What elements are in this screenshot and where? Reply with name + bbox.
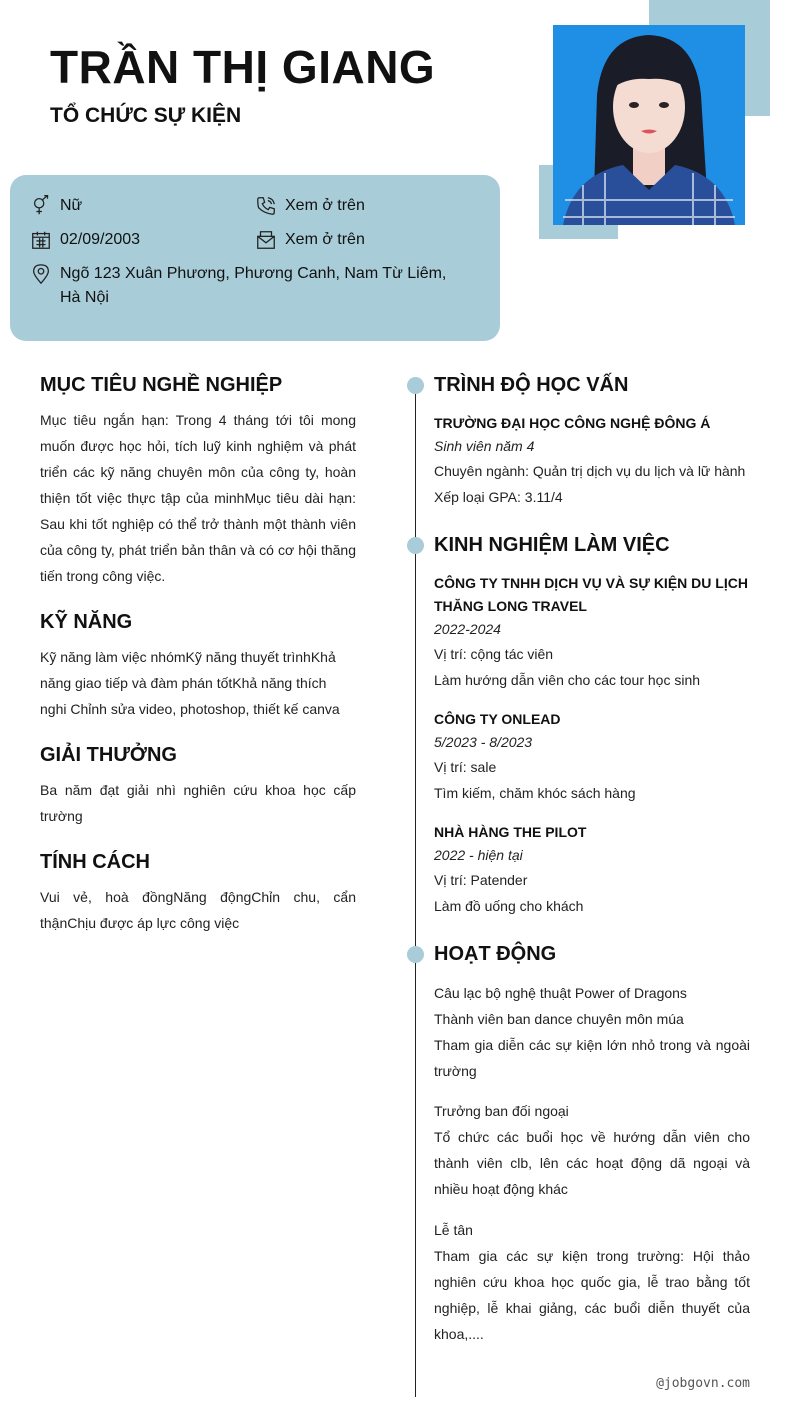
job-position: Vị trí: sale [434,759,497,775]
activity-org: Câu lạc bộ nghệ thuật Power of Dragons [434,985,687,1001]
timeline-dot-experience [407,537,424,554]
skills-title: KỸ NĂNG [40,611,133,633]
skills-text: Kỹ năng làm việc nhómKỹ năng thuyết trìnhKhả năng giao tiếp và đàm phán tốtKhả năng thích nghi Chỉnh sửa video, photoshop, thiết kế canva [40,649,340,717]
job-description: Làm đồ uống cho khách [434,898,584,914]
email-value: Xem ở trên [285,231,365,248]
experience-job-3 [434,821,750,919]
job-period: 5/2023 - 8/2023 [434,734,533,750]
watermark: @jobgovn.com [656,1376,750,1391]
activity-item-2 [434,1098,750,1202]
activity-description: Tham gia diễn các sự kiện lớn nhỏ trong và ngoài trường [434,1037,750,1079]
timeline-dot-activities [407,946,424,963]
phone-icon [255,195,277,217]
personality-text: Vui vẻ, hoà đồngNăng độngChỉn chu, cẩn thậnChịu được áp lực công việc [40,889,356,931]
experience-title: KINH NGHIỆM LÀM VIỆC [434,534,670,556]
job-period: 2022 - hiện tại [434,847,523,863]
job-position: Vị trí: cộng tác viên [434,646,554,662]
education-title: TRÌNH ĐỘ HỌC VẤN [434,374,629,396]
activity-role: Thành viên ban dance chuyên môn múa [434,1011,684,1027]
activity-org: Trưởng ban đối ngoại [434,1103,569,1119]
awards-text: Ba năm đạt giải nhì nghiên cứu khoa học cấp trường [40,782,356,824]
personality-section [40,851,356,936]
phone-value: Xem ở trên [285,197,365,214]
dob-value: 02/09/2003 [60,231,141,248]
experience-job-1 [434,572,750,693]
timeline-dot-education [407,377,424,394]
activity-description: Tổ chức các buổi học về hướng dẫn viên cho thành viên clb, lên các hoạt động dã ngoại và nhiều hoạt động khác [434,1129,750,1197]
education-major: Chuyên ngành: Quản trị dịch vụ du lịch và lữ hành [434,463,746,479]
job-company: CÔNG TY ONLEAD [434,711,561,727]
job-company: NHÀ HÀNG THE PILOT [434,824,587,840]
candidate-name: TRẦN THỊ GIANG [50,41,436,93]
profile-photo [553,25,745,225]
phone-row [255,194,365,218]
job-period: 2022-2024 [434,621,501,637]
address-value: Ngõ 123 Xuân Phương, Phương Canh, Nam Từ Liêm, Hà Nội [60,265,447,306]
activity-item-3 [434,1217,750,1347]
activity-item-1 [434,980,750,1084]
contact-info-box [10,175,500,341]
personality-title: TÍNH CÁCH [40,851,150,873]
left-column [40,374,356,958]
activities-title: HOẠT ĐỘNG [434,943,557,965]
dob-row [30,228,140,252]
job-description: Làm hướng dẫn viên cho các tour học sinh [434,672,701,688]
job-company: CÔNG TY TNHH DỊCH VỤ VÀ SỰ KIỆN DU LỊCH THĂNG LONG TRAVEL [434,575,748,614]
gender-icon [30,195,52,217]
calendar-icon [30,229,52,251]
objective-title: MỤC TIÊU NGHỀ NGHIỆP [40,374,283,396]
awards-title: GIẢI THƯỞNG [40,744,177,766]
school-name: TRƯỜNG ĐẠI HỌC CÔNG NGHỆ ĐÔNG Á [434,415,711,431]
education-block [434,412,750,510]
gender-value: Nữ [60,197,83,214]
awards-section [40,744,356,829]
skills-section [40,611,356,722]
email-icon [255,229,277,251]
location-icon [30,263,52,285]
objective-text: Mục tiêu ngắn hạn: Trong 4 tháng tới tôi mong muốn được học hỏi, tích luỹ kinh nghiệm và phát triển các kỹ năng chuyên môn của công ty, hoàn thiện tốt việc thực tập của minhMục tiêu dài hạn: Sau khi tốt nghiệp có thể trở thành một thành viên của công ty, phát triển bản thân và có cơ hội thăng tiến trong công việc. [40,412,356,584]
experience-job-2 [434,708,750,806]
job-title: TỔ CHỨC SỰ KIỆN [50,104,242,127]
job-position: Vị trí: Patender [434,872,528,888]
job-description: Tìm kiếm, chăm khóc sách hàng [434,785,636,801]
objective-section [40,374,356,589]
education-gpa: Xếp loại GPA: 3.11/4 [434,489,563,505]
education-period: Sinh viên năm 4 [434,438,535,454]
activity-description: Tham gia các sự kiện trong trường: Hội thảo nghiên cứu khoa học quốc gia, lễ trao bằng tốt nghiệp, lễ khai giảng, các buổi diễn thuyết của khoa,.... [434,1248,750,1342]
activity-org: Lễ tân [434,1222,473,1238]
email-row [255,228,365,252]
address-row [30,262,450,310]
gender-row [30,194,82,218]
